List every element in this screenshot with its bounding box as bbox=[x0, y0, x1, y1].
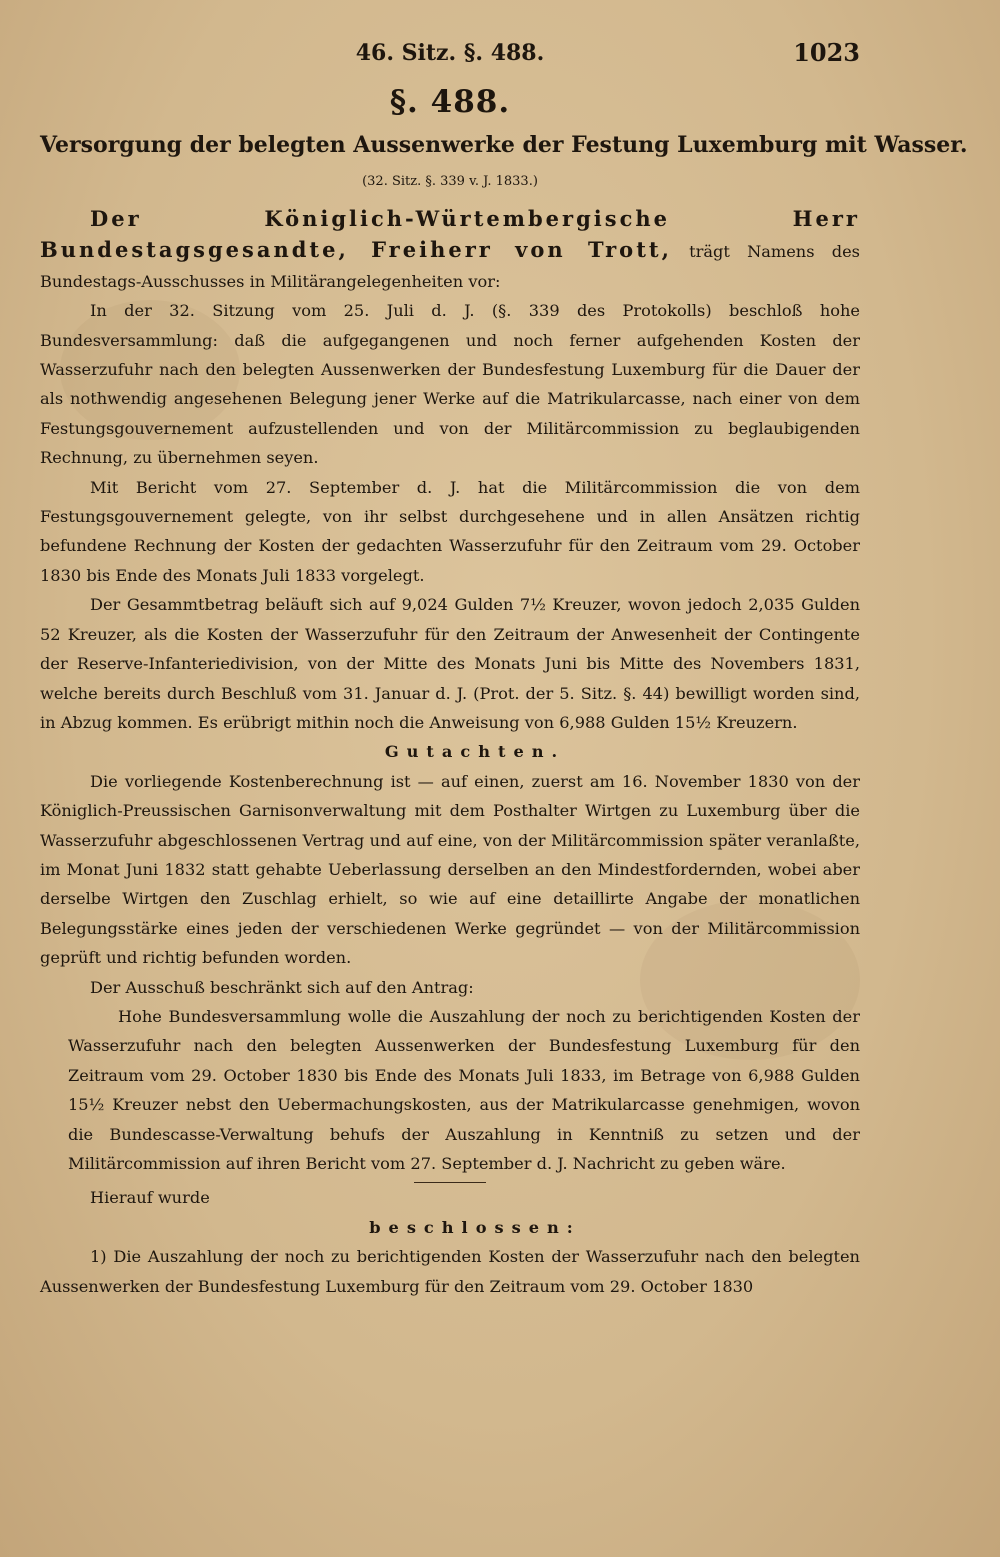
document-body bbox=[40, 204, 860, 1301]
opening-paragraph bbox=[40, 204, 860, 296]
paragraph-3: Der Gesammtbetrag beläuft sich auf 9,024 Gulden 7½ Kreuzer, wovon jedoch 2,035 Gulden 52 Kreuzer, als die Kosten der Wasserzufuhr für den Zeitraum der Anwesenheit der Contingente der Reserve-Infanteriedivision, von der Mitte des Monats Juni bis Mitte des Novembers 1831, welche bereits durch Beschluß vom 31. Januar d. J. (Prot. der 5. Sitz. §. 44) bewilligt worden sind, in Abzug kommen. Es erübrigt mithin noch die Anweisung von 6,988 Gulden 15½ Kreuzern. bbox=[40, 595, 860, 732]
section-title: Versorgung der belegten Aussenwerke der Festung Luxemburg mit Wasser. bbox=[40, 132, 968, 158]
paragraph-1: In der 32. Sitzung vom 25. Juli d. J. (§. 339 des Protokolls) beschloß hohe Bundesversammlung: daß die aufgegangenen und noch ferner aufgehenden Kosten der Wasserzufuhr nach den belegten Aussenwerken der Bundesfestung Luxemburg für die Dauer der als nothwendig angesehenen Belegung jener Werke auf die Matrikularcasse, nach einer von dem Festungsgouvernement aufzustellenden und von der Militärcommission zu beglaubigenden Rechnung, zu übernehmen seyen. bbox=[40, 301, 860, 468]
section-number: §. 488. bbox=[389, 84, 511, 120]
section-reference: (32. Sitz. §. 339 v. J. 1833.) bbox=[362, 174, 538, 189]
resolved-heading: beschlossen: bbox=[369, 1217, 581, 1237]
opinion-heading: Gutachten. bbox=[384, 742, 566, 762]
paragraph-5: Der Ausschuß beschränkt sich auf den Antrag: bbox=[90, 977, 474, 997]
paragraph-7: 1) Die Auszahlung der noch zu berichtigenden Kosten der Wasserzufuhr nach den belegten Aussenwerken der Bundesfestung Luxemburg für den Zeitraum vom 29. October 1830 bbox=[40, 1247, 860, 1296]
page-header bbox=[40, 38, 860, 70]
proposal-paragraph: Hohe Bundesversammlung wolle die Auszahlung der noch zu berichtigenden Kosten der Wasserzufuhr nach den belegten Aussenwerken der Bundesfestung Luxemburg für den Zeitraum vom 29. October 1830 bis Ende des Monats Juli 1833, im Betrage von 6,988 Gulden 15½ Kreuzer nebst den Uebermachungskosten, aus der Matrikularcasse genehmigen, wovon die Bundescasse-Verwaltung behufs der Auszahlung in Kenntniß zu setzen und der Militärcommission auf ihren Bericht vom 27. September d. J. Nachricht zu geben wäre. bbox=[68, 1006, 860, 1173]
page-number: 1023 bbox=[793, 38, 860, 67]
paragraph-4: Die vorliegende Kostenberechnung ist — auf einen, zuerst am 16. November 1830 von der Königlich-Preussischen Garnisonverwaltung mit dem Posthalter Wirtgen zu Luxemburg über die Wasserzufuhr abgeschlossenen Vertrag und auf eine, von der Militärcommission später veranlaßte, im Monat Juni 1832 statt gehabte Ueberlassung derselben an den Mindestfordernden, wobei aber derselbe Wirtgen den Zuschlag erhielt, so wie auf eine detaillirte Angabe der monatlichen Belegungsstärke eines jeden der verschiedenen Werke gegründet — von der Militärcommission geprüft und richtig befunden worden. bbox=[40, 771, 860, 968]
running-head: 46. Sitz. §. 488. bbox=[355, 40, 545, 66]
paragraph-2: Mit Bericht vom 27. September d. J. hat die Militärcommission die von dem Festungsgouvernement gelegte, von ihr selbst durchgesehene und in allen Ansätzen richtig befundene Rechnung der Kosten der gedachten Wasserzufuhr für den Zeitraum vom 29. October 1830 bis Ende des Monats Juli 1833 vorgelegt. bbox=[40, 477, 860, 585]
opening-rest: trägt Namens des Bundestags-Ausschusses in Militärangelegenheiten vor: bbox=[40, 242, 860, 291]
paragraph-6: Hierauf wurde bbox=[90, 1188, 210, 1208]
opening-lead: Der Königlich-Würtembergische Herr Bundestagsgesandte, Freiherr von Trott, bbox=[40, 206, 860, 263]
